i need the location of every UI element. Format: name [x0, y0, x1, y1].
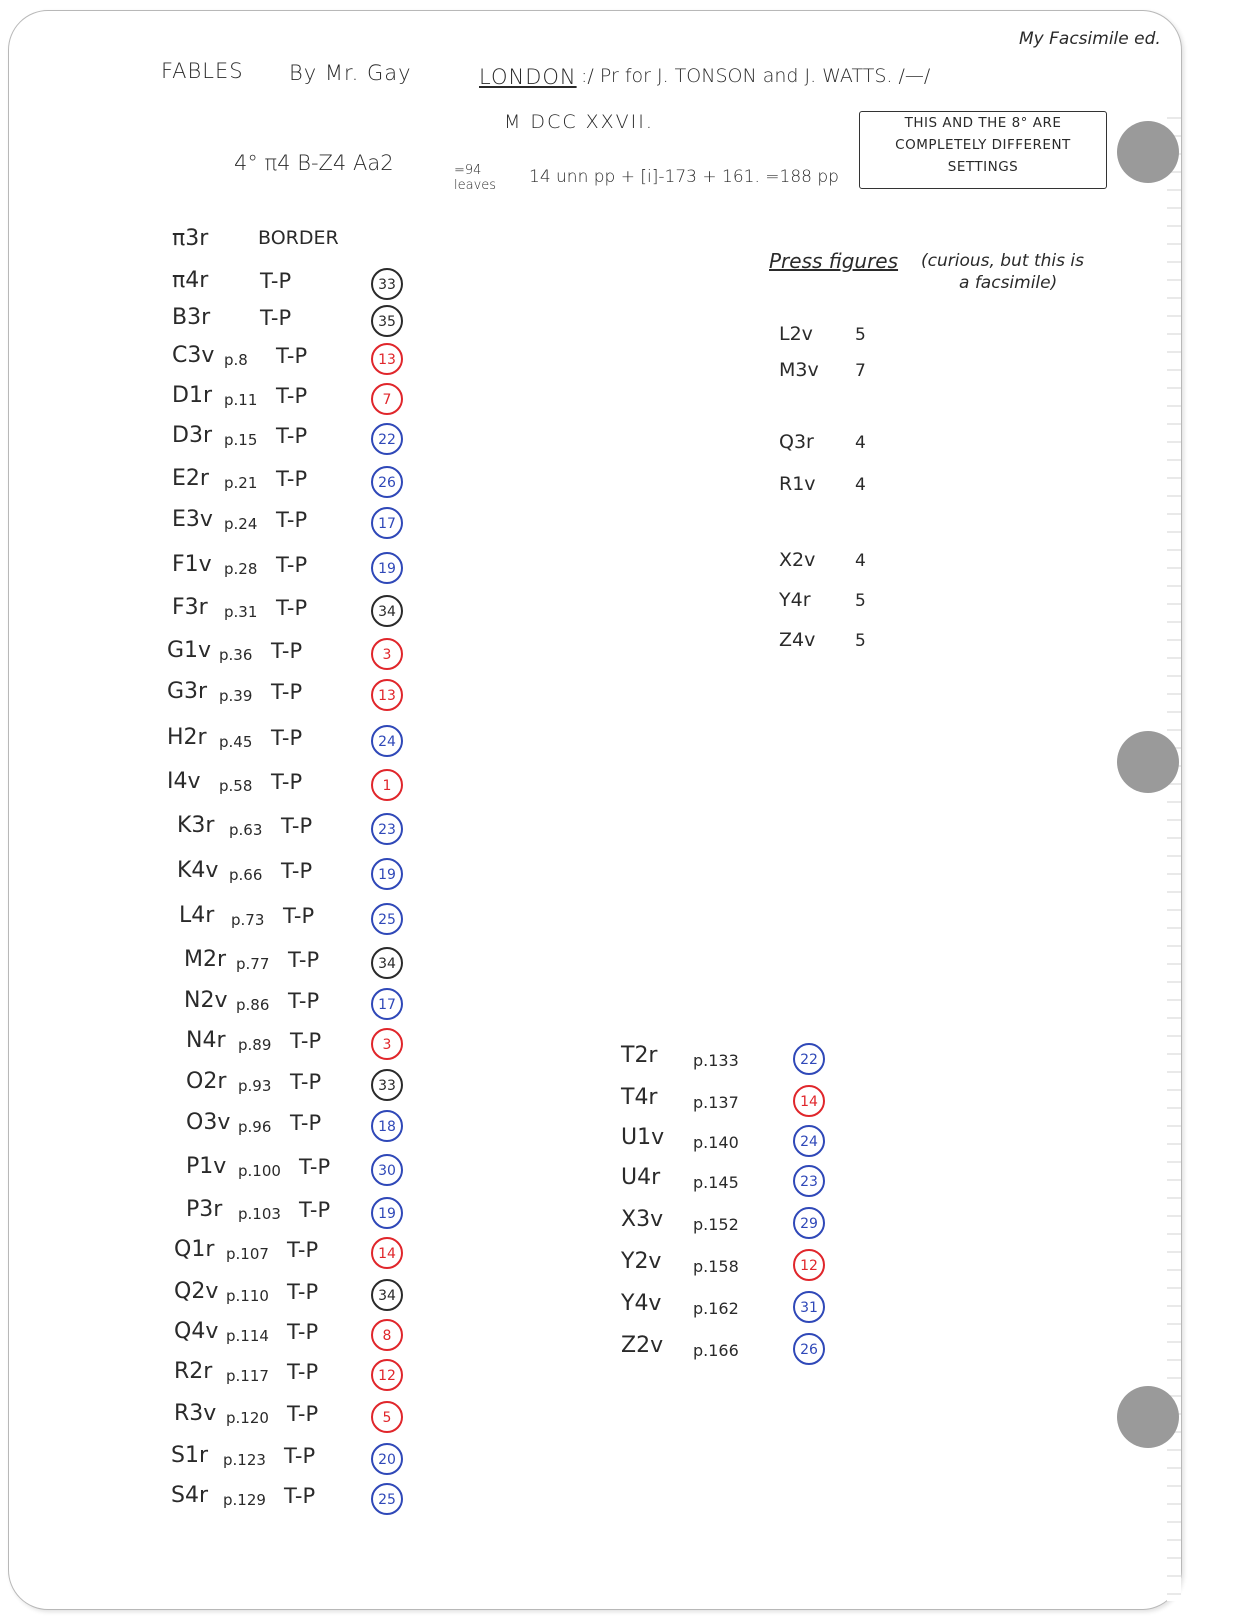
- list-item: [621, 1083, 841, 1117]
- press-value: 5: [855, 325, 866, 345]
- press-figure-number-icon: 25: [371, 1483, 403, 1515]
- leaves-count: =94 leaves: [454, 163, 497, 193]
- title-page-label: T-P: [276, 467, 308, 491]
- press-figure-number-icon: 34: [371, 947, 403, 979]
- press-figure-number-icon: 35: [371, 305, 403, 337]
- title-page-label: T-P: [260, 306, 292, 330]
- list-item: [186, 1152, 446, 1186]
- page-number: p.114: [226, 1327, 269, 1345]
- page-number: p.15: [224, 431, 258, 449]
- title-page-label: T-P: [271, 726, 303, 750]
- press-figure-number-icon: 26: [371, 466, 403, 498]
- list-item: [172, 341, 432, 375]
- list-item: [174, 1399, 434, 1433]
- signature-label: R3v: [174, 1401, 217, 1426]
- press-figure-number-icon: 22: [793, 1043, 825, 1075]
- list-item: [167, 677, 427, 711]
- press-figure-number-icon: 17: [371, 988, 403, 1020]
- press-figures-note-line1: (curious, but this is: [921, 251, 1084, 271]
- page-number: p.117: [226, 1367, 269, 1385]
- title-page-label: T-P: [276, 596, 308, 620]
- title-page-label: T-P: [284, 1444, 316, 1468]
- page-number: p.31: [224, 603, 258, 621]
- list-item: [621, 1163, 841, 1197]
- page-number: p.123: [223, 1451, 266, 1469]
- signature-label: U4r: [621, 1165, 661, 1190]
- binder-hole-middle-icon: [1117, 731, 1179, 793]
- page-number: p.93: [238, 1077, 272, 1095]
- signature-label: N4r: [186, 1028, 226, 1053]
- header-fables: FABLES: [161, 59, 244, 83]
- signature-label: T4r: [621, 1085, 658, 1110]
- signature-label: I4v: [167, 769, 201, 794]
- list-item: [184, 945, 444, 979]
- press-figure-number-icon: 34: [371, 1279, 403, 1311]
- list-item: [174, 1317, 434, 1351]
- press-signature: R1v: [779, 473, 816, 495]
- signature-label: P3r: [186, 1197, 223, 1222]
- signature-label: E2r: [172, 466, 209, 491]
- list-item: [186, 1026, 446, 1060]
- signature-label: G1v: [167, 638, 212, 663]
- press-figure-number-icon: 3: [371, 1028, 403, 1060]
- signature-label: H2r: [167, 725, 207, 750]
- list-item: [621, 1205, 841, 1239]
- page-number: p.63: [229, 821, 263, 839]
- press-value: 5: [855, 591, 866, 611]
- press-figure-number-icon: 14: [371, 1237, 403, 1269]
- press-figure-number-icon: 19: [371, 1197, 403, 1229]
- box-line: SETTINGS: [947, 159, 1019, 175]
- signature-label: D1r: [172, 383, 212, 408]
- press-figure-number-icon: 13: [371, 679, 403, 711]
- title-page-label: T-P: [287, 1280, 319, 1304]
- list-item: [621, 1331, 841, 1365]
- press-figure-number-icon: 3: [371, 638, 403, 670]
- press-figure-number-icon: 24: [371, 725, 403, 757]
- signature-label: S1r: [171, 1443, 209, 1468]
- signature-label: L4r: [179, 903, 215, 928]
- press-figure-number-icon: 20: [371, 1443, 403, 1475]
- press-figure-number-icon: 1: [371, 769, 403, 801]
- signature-label: C3v: [172, 343, 215, 368]
- title-page-label: T-P: [276, 384, 308, 408]
- title-page-label: T-P: [288, 948, 320, 972]
- signature-label: F1v: [172, 552, 212, 577]
- press-figure-number-icon: 26: [793, 1333, 825, 1365]
- signature-label: G3r: [167, 679, 208, 704]
- press-figure-number-icon: 31: [793, 1291, 825, 1323]
- page-number: p.28: [224, 560, 258, 578]
- title-page-label: T-P: [281, 859, 313, 883]
- page-number: p.137: [693, 1093, 739, 1112]
- press-figure-number-icon: 33: [371, 268, 403, 300]
- pagination-formula: 14 unn pp + [i]-173 + 161. =188 pp: [529, 167, 839, 187]
- signature-label: T2r: [621, 1043, 658, 1068]
- signature-label: R2r: [174, 1359, 213, 1384]
- page-number: p.103: [238, 1205, 281, 1223]
- binder-hole-top-icon: [1117, 121, 1179, 183]
- list-item: [177, 856, 437, 890]
- press-signature: M3v: [779, 359, 819, 381]
- press-signature: Z4v: [779, 629, 816, 651]
- title-page-label: T-P: [271, 639, 303, 663]
- title-page-label: T-P: [287, 1238, 319, 1262]
- page-number: p.73: [231, 911, 265, 929]
- list-item: [172, 303, 432, 337]
- press-figure-number-icon: 33: [371, 1069, 403, 1101]
- title-page-label: T-P: [271, 770, 303, 794]
- press-figure-number-icon: 19: [371, 552, 403, 584]
- page-edge-shading: [1167, 101, 1181, 1601]
- list-item: [621, 1247, 841, 1281]
- signature-label: Q4v: [174, 1319, 219, 1344]
- list-item: [186, 1195, 446, 1229]
- signature-label: D3r: [172, 423, 212, 448]
- page-number: p.120: [226, 1409, 269, 1427]
- collation-formula: 4° π4 B-Z4 Aa2: [234, 151, 394, 175]
- title-page-label: T-P: [276, 508, 308, 532]
- page-number: p.100: [238, 1162, 281, 1180]
- page-number: p.140: [693, 1133, 739, 1152]
- binder-hole-bottom-icon: [1117, 1386, 1179, 1448]
- list-item: [174, 1357, 434, 1391]
- title-page-label: T-P: [287, 1320, 319, 1344]
- signature-label: Q2v: [174, 1279, 219, 1304]
- press-figure-number-icon: 22: [371, 423, 403, 455]
- title-page-label: T-P: [276, 424, 308, 448]
- list-item: [621, 1289, 841, 1323]
- signature-label: K3r: [177, 813, 215, 838]
- press-figures-note-line2: a facsimile): [959, 273, 1058, 293]
- page-number: p.129: [223, 1491, 266, 1509]
- page-number: p.77: [236, 955, 270, 973]
- signature-label: O2r: [186, 1069, 227, 1094]
- page-number: p.58: [219, 777, 253, 795]
- press-figure-number-icon: 14: [793, 1085, 825, 1117]
- signature-label: U1v: [621, 1125, 665, 1150]
- press-figure-number-icon: 29: [793, 1207, 825, 1239]
- press-signature: Q3r: [779, 431, 814, 453]
- signature-label: Y2v: [621, 1249, 662, 1274]
- list-item: [172, 550, 432, 584]
- list-item: [184, 986, 444, 1020]
- press-figure-number-icon: 34: [371, 595, 403, 627]
- page-number: p.166: [693, 1341, 739, 1360]
- title-page-label: T-P: [299, 1198, 331, 1222]
- title-page-label: T-P: [276, 344, 308, 368]
- page-number: p.133: [693, 1051, 739, 1070]
- list-item: [172, 381, 432, 415]
- page-number: p.66: [229, 866, 263, 884]
- header-imprint-place: LONDON: [479, 65, 577, 89]
- press-figure-number-icon: 23: [371, 813, 403, 845]
- press-figure-number-icon: 30: [371, 1154, 403, 1186]
- press-value: 4: [855, 433, 866, 453]
- list-item: [621, 1041, 841, 1075]
- notebook-page: [8, 10, 1182, 1610]
- press-figure-number-icon: 24: [793, 1125, 825, 1157]
- press-value: 5: [855, 631, 866, 651]
- list-item: [172, 593, 432, 627]
- page-number: p.96: [238, 1118, 272, 1136]
- signature-label: B3r: [172, 305, 211, 330]
- title-page-label: T-P: [287, 1360, 319, 1384]
- title-page-label: T-P: [284, 1484, 316, 1508]
- list-item: [172, 505, 432, 539]
- page-number: p.36: [219, 646, 253, 664]
- list-item: [167, 636, 427, 670]
- press-signature: X2v: [779, 549, 816, 571]
- press-figure-number-icon: 25: [371, 903, 403, 935]
- title-page-label: T-P: [276, 553, 308, 577]
- page-number: p.21: [224, 474, 258, 492]
- press-figure-number-icon: 18: [371, 1110, 403, 1142]
- title-page-label: T-P: [299, 1155, 331, 1179]
- page-number: p.11: [224, 391, 258, 409]
- press-figure-number-icon: 13: [371, 343, 403, 375]
- page-number: p.110: [226, 1287, 269, 1305]
- press-figure-number-icon: 8: [371, 1319, 403, 1351]
- list-item: [172, 224, 432, 258]
- signature-label: K4v: [177, 858, 219, 883]
- press-signature: Y4r: [779, 589, 811, 611]
- press-figures-heading: Press figures: [769, 249, 899, 273]
- list-item: [172, 464, 432, 498]
- border-label: BORDER: [258, 227, 339, 249]
- press-value: 4: [855, 551, 866, 571]
- list-item: [167, 723, 427, 757]
- settings-note-box: [859, 111, 1107, 189]
- page-number: p.162: [693, 1299, 739, 1318]
- box-line: COMPLETELY DIFFERENT: [895, 137, 1071, 153]
- list-item: [174, 1277, 434, 1311]
- title-page-label: T-P: [290, 1029, 322, 1053]
- list-item: [179, 901, 439, 935]
- header-imprint-rest: :/ Pr for J. TONSON and J. WATTS. /—/: [581, 65, 931, 87]
- signature-label: Z2v: [621, 1333, 664, 1358]
- page-number: p.152: [693, 1215, 739, 1234]
- press-value: 4: [855, 475, 866, 495]
- header-author: By Mr. Gay: [289, 61, 412, 85]
- signature-label: P1v: [186, 1154, 227, 1179]
- page-number: p.39: [219, 687, 253, 705]
- press-figure-number-icon: 12: [371, 1359, 403, 1391]
- title-page-label: T-P: [290, 1070, 322, 1094]
- signature-label: Y4v: [621, 1291, 662, 1316]
- list-item: [171, 1481, 431, 1515]
- page-number: p.158: [693, 1257, 739, 1276]
- header-year: M DCC XXVII.: [504, 111, 654, 133]
- signature-label: π3r: [172, 226, 209, 251]
- signature-label: N2v: [184, 988, 228, 1013]
- list-item: [172, 266, 432, 300]
- list-item: [167, 767, 427, 801]
- press-figure-number-icon: 7: [371, 383, 403, 415]
- signature-label: X3v: [621, 1207, 664, 1232]
- press-figure-number-icon: 12: [793, 1249, 825, 1281]
- press-value: 7: [855, 361, 866, 381]
- page-number: p.145: [693, 1173, 739, 1192]
- page-number: p.86: [236, 996, 270, 1014]
- title-page-label: T-P: [281, 814, 313, 838]
- press-figure-number-icon: 17: [371, 507, 403, 539]
- signature-label: F3r: [172, 595, 208, 620]
- title-page-label: T-P: [260, 269, 292, 293]
- page-number: p.89: [238, 1036, 272, 1054]
- box-line: THIS AND THE 8° ARE: [904, 115, 1062, 131]
- page-number: p.45: [219, 733, 253, 751]
- signature-label: E3v: [172, 507, 213, 532]
- title-page-label: T-P: [287, 1402, 319, 1426]
- signature-label: π4r: [172, 268, 209, 293]
- title-page-label: T-P: [271, 680, 303, 704]
- title-page-label: T-P: [283, 904, 315, 928]
- signature-label: M2r: [184, 947, 227, 972]
- list-item: [186, 1108, 446, 1142]
- list-item: [186, 1067, 446, 1101]
- signature-label: O3v: [186, 1110, 231, 1135]
- signature-label: S4r: [171, 1483, 209, 1508]
- page-number: p.107: [226, 1245, 269, 1263]
- list-item: [171, 1441, 431, 1475]
- press-signature: L2v: [779, 323, 813, 345]
- press-figure-number-icon: 19: [371, 858, 403, 890]
- page-number: p.24: [224, 515, 258, 533]
- press-figure-number-icon: 23: [793, 1165, 825, 1197]
- header-my-facsimile: My Facsimile ed.: [1019, 29, 1161, 49]
- title-page-label: T-P: [288, 989, 320, 1013]
- list-item: [621, 1123, 841, 1157]
- press-figure-number-icon: 5: [371, 1401, 403, 1433]
- list-item: [177, 811, 437, 845]
- title-page-label: T-P: [290, 1111, 322, 1135]
- signature-label: Q1r: [174, 1237, 215, 1262]
- list-item: [172, 421, 432, 455]
- page-number: p.8: [224, 351, 248, 369]
- list-item: [174, 1235, 434, 1269]
